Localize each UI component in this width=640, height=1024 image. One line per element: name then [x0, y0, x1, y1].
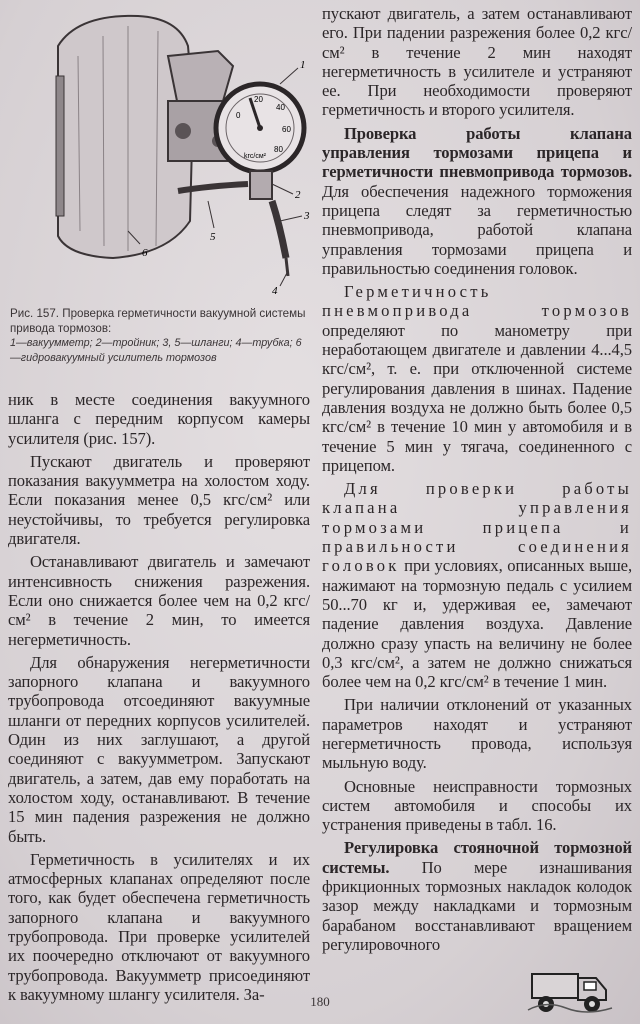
- caption-legend: 1—вакуумметр; 2—тройник; 3, 5—шланги; 4—трубка; 6—гидровакуумный усилитель тормозов: [10, 337, 302, 364]
- paragraph: Герметичность в усилителях и их атмосферных клапанах определяют после того, как будет обеспечена герметичность запорного клапана и вакуумного трубопровода. При проверке усилителей их поочередно отключают от вакуумного трубопровода. Вакуумметр присоединяют к вакуумному шлангу усилителя. За-: [8, 849, 310, 1004]
- gauge-tick-0: 0: [236, 111, 241, 120]
- paragraph-body: Для обеспечения надежного торможения прицепа следят за герметичностью пневмопривода, работой клапана управления тормозами прицепа и правильностью соединения головок.: [322, 181, 632, 278]
- figure-label-1: 1: [300, 59, 306, 71]
- gauge-tick-3: 60: [282, 125, 291, 134]
- tee-fitting-shape: [250, 171, 272, 199]
- paragraph-parking-brake: [322, 838, 632, 954]
- paragraph: пускают двигатель, а затем останавливают его. При падении разрежения более 0,2 кгс/см² в течение 2 мин находят негерметичность в усилителе и устраняют ее. При необходимости проверяют герметичность и второго усилителя.: [322, 4, 632, 120]
- figure-label-6: 6: [142, 247, 148, 259]
- bolt-shape: [175, 123, 191, 139]
- paragraph-valve-check-procedure: [322, 479, 632, 691]
- figure-vacuum-test-illustration: [18, 6, 316, 302]
- gauge-unit-text: kгс/см²: [244, 153, 266, 160]
- gauge-tick-4: 80: [274, 145, 283, 154]
- paragraph: При наличии отклонений от указанных параметров находят и устраняют негерметичность провода, используя мыльную воду.: [322, 695, 632, 773]
- gauge-tick-2: 40: [276, 103, 285, 112]
- gauge-tick-1: 20: [254, 95, 263, 104]
- paragraph-body: при условиях, описанных выше, нажимают на тормозную педаль с усилием 50...70 кг и, удерживая ее, замечают падение давления воздуха. Давление должно сразу упасть на величину не более 0,3 кгс/см², а затем не должно снижаться более чем на 0,2 кгс/см² в течение 1 мин.: [322, 556, 632, 692]
- paragraph-body: По мере изнашивания фрикционных тормозных накладок колодок зазор между накладками и тормозным барабаном восстанавливают вращением регулировочного: [322, 857, 632, 954]
- paragraph: Основные неисправности тормозных систем автомобиля и способы их устранения приведены в табл. 16.: [322, 776, 632, 835]
- gauge-pivot: [257, 125, 263, 131]
- paragraph-body: определяют по манометру при неработающем двигателе и давлении 4...4,5 кгс/см², т. е. при отключенной системе регулирования давления в шинах. Падение давления воздуха не должно быть более 0,5 кгс/см² в течение 10 мин у автомобиля и в течение 5 мин у тягача, соединенного с прицепом.: [322, 320, 632, 475]
- right-column-text: [322, 4, 632, 958]
- left-column-text: [8, 390, 310, 1008]
- paragraph: Останавливают двигатель и замечают интенсивность снижения разрежения. Если оно снижается более чем на 0,2 кгс/см² в течение 2 мин, то имеется негерметичность.: [8, 552, 310, 649]
- booster-flange: [56, 76, 64, 216]
- paragraph-pneumatic-tightness: [322, 282, 632, 475]
- paragraph: Пускают двигатель и проверяют показания вакуумметра на холостом ходу. Если показания менее 0,5 кгс/см² или неустойчивы, то требуется регулировка двигателя.: [8, 451, 310, 549]
- paragraph-lead: Для: [344, 479, 426, 499]
- section-heading: Регулировка стояночной тормозной системы.: [322, 838, 632, 877]
- paragraph: ник в месте соединения вакуумного шланга с передним корпусом камеры усилителя (рис. 157).: [8, 390, 310, 448]
- truck-watermark-icon: [526, 960, 614, 1016]
- figure-label-2: 2: [295, 189, 301, 201]
- spaced-emphasis: Герметичность пневмопривода тормозов: [322, 282, 632, 321]
- valve-housing-shape: [168, 51, 233, 106]
- leader-1: [280, 68, 298, 84]
- figure-label-3: 3: [304, 210, 310, 222]
- figure-label-5: 5: [210, 231, 216, 243]
- paragraph: Для обнаружения негерметичности запорного клапана и вакуумного трубопровода отсоединяют вакуумные шланги от передних корпусов усилителей. Один из них заглушают, а другой соединяют с вакуумметром. Запускают двигатель, а затем, дав ему поработать на холостом ходу, останавливают. В течение 15 мин падения разрежения не должно быть.: [8, 652, 310, 846]
- spaced-emphasis: проверки работы клапана управления тормозами прицепа и правильности соединения головок: [322, 479, 632, 576]
- leader-3: [280, 216, 302, 221]
- caption-title: Рис. 157. Проверка герметичности вакуумной системы привода тормозов:: [10, 307, 306, 335]
- leader-5: [208, 201, 214, 228]
- section-heading: Проверка работы клапана управления тормозами прицепа и герметичности пневмопривода тормозов.: [322, 123, 632, 182]
- leader-2: [272, 184, 293, 194]
- page-number: 180: [310, 994, 330, 1009]
- paragraph-brake-valve-check: [322, 124, 632, 278]
- figure-caption: [10, 306, 310, 366]
- figure-label-4: 4: [272, 285, 278, 297]
- leader-4: [280, 271, 288, 286]
- hose-3-shape: [272, 201, 286, 258]
